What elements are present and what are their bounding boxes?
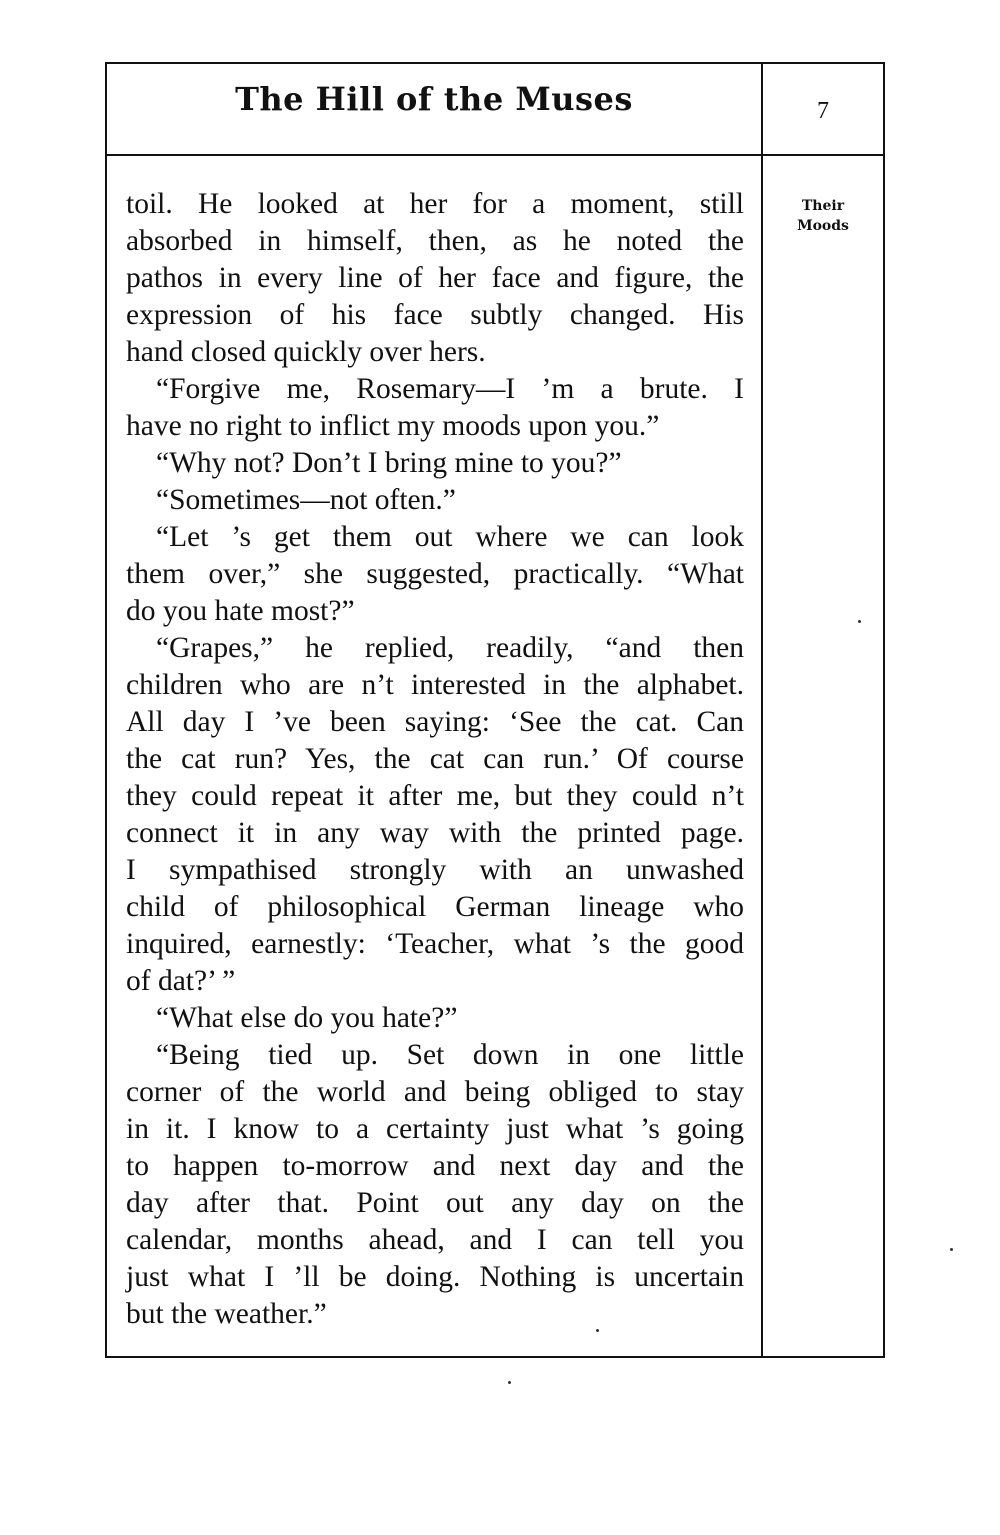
text-line: “Being tied up. Set down in one little — [156, 1039, 744, 1071]
text-line: “Forgive me, Rosemary—I ’m a brute. I — [156, 373, 744, 405]
text-line: child of philosophical German lineage who — [126, 891, 744, 923]
text-line: All day I ’ve been saying: ‘See the cat. Can — [126, 706, 744, 738]
text-line: absorbed in himself, then, as he noted the — [126, 225, 744, 257]
text-line: pathos in every line of her face and figure, the — [126, 262, 744, 294]
text-line: inquired, earnestly: ‘Teacher, what ’s the good — [126, 928, 744, 960]
text-line: children who are n’t interested in the alphabet. — [126, 669, 744, 701]
text-line: connect it in any way with the printed page. — [126, 817, 744, 849]
text-line: calendar, months ahead, and I can tell you — [126, 1224, 744, 1256]
text-line: of dat?’ ” — [126, 965, 236, 997]
header-rule — [105, 154, 885, 156]
text-line: in it. I know to a certainty just what ’s going — [126, 1113, 744, 1145]
text-line: expression of his face subtly changed. His — [126, 299, 744, 331]
text-line: I sympathised strongly with an unwashed — [126, 854, 744, 886]
scan-speck — [858, 620, 861, 623]
text-line: day after that. Point out any day on the — [126, 1187, 744, 1219]
body-text — [126, 186, 744, 1333]
page-number: 7 — [817, 98, 829, 124]
scan-speck — [950, 1248, 953, 1251]
text-line: just what I ’ll be doing. Nothing is uncertain — [126, 1261, 744, 1293]
text-line: they could repeat it after me, but they could n’t — [126, 780, 744, 812]
margin-column-divider — [761, 62, 763, 1358]
text-line: “Sometimes—not often.” — [156, 484, 456, 516]
text-line: “Let ’s get them out where we can look — [156, 521, 744, 553]
text-line: toil. He looked at her for a moment, still — [126, 188, 744, 220]
margin-note-line: Their — [801, 198, 845, 214]
text-line: have no right to inflict my moods upon you.” — [126, 410, 660, 442]
text-line: to happen to-morrow and next day and the — [126, 1150, 744, 1182]
scan-speck — [508, 1381, 511, 1384]
margin-note-line: Moods — [797, 218, 849, 234]
margin-note — [768, 196, 878, 236]
text-line: corner of the world and being obliged to stay — [126, 1076, 744, 1108]
text-line: but the weather.” — [126, 1298, 327, 1330]
scan-speck — [596, 1329, 599, 1332]
text-line: them over,” she suggested, practically. “What — [126, 558, 744, 590]
text-line: “Why not? Don’t I bring mine to you?” — [156, 447, 622, 479]
text-line: “Grapes,” he replied, readily, “and then — [156, 632, 744, 664]
running-title: The Hill of the Muses — [235, 80, 633, 118]
text-line: do you hate most?” — [126, 595, 355, 627]
text-line: “What else do you hate?” — [156, 1002, 458, 1034]
text-line: hand closed quickly over hers. — [126, 336, 486, 368]
text-line: the cat run? Yes, the cat can run.’ Of course — [126, 743, 744, 775]
